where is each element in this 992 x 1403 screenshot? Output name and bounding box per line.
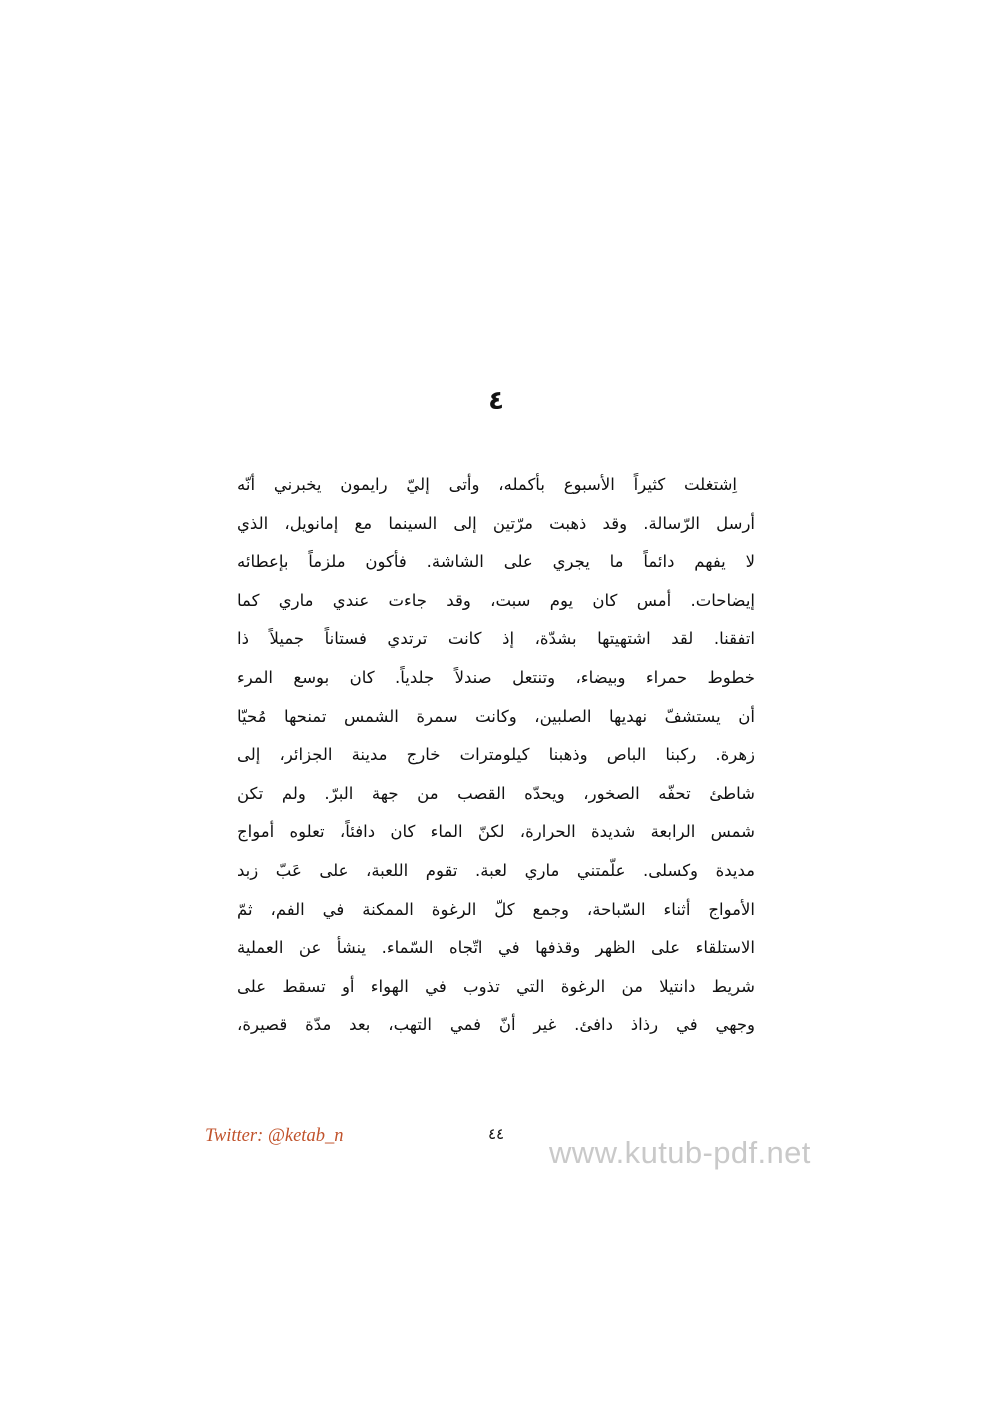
text-line: اتفقنا. لقد اشتهيتها بشدّة، إذ كانت ترتدي فستاناً جميلاً ذا — [237, 629, 755, 649]
page-number: ٤٤ — [487, 1125, 505, 1143]
text-line: اِشتغلت كثيراً الأسبوع بأكمله، وأتى إليّ رايمون يخبرني أنّه — [237, 475, 737, 494]
text-line: شاطئ تحفّه الصخور، ويحدّه القصب من جهة البرّ. ولم تكن — [237, 783, 755, 803]
text-line: أن يستشفّ نهديها الصلبين، وكانت سمرة الشمس تمنحها مُحيّا — [237, 706, 755, 726]
text-line: شريط دانتيلا من الرغوة التي تذوب في الهواء أو تسقط على — [237, 976, 755, 996]
twitter-credit-label: Twitter: @ketab_n — [205, 1126, 344, 1146]
body-text-block — [237, 466, 755, 1045]
text-line: الاستلقاء على الظهر وقذفها في اتّجاه السّماء. ينشأ عن العملية — [237, 938, 755, 958]
site-watermark: www.kutub-pdf.net — [549, 1135, 811, 1170]
text-line: لا يفهم دائماً ما يجري على الشاشة. فأكون ملزماً بإعطائه — [237, 552, 755, 572]
text-line: إيضاحات. أمس كان يوم سبت، وقد جاءت عندي ماري كما — [237, 590, 755, 610]
text-line: مديدة وكسلى. علّمتني ماري لعبة. تقوم اللعبة، على عَبّ زبد — [237, 860, 755, 880]
chapter-number-heading: ٤ — [488, 386, 504, 416]
text-line: وجهي في رذاذ دافئ. غير أنّ فمي التهب، بعد مدّة قصيرة، — [237, 1015, 755, 1035]
text-line: زهرة. ركبنا الباص وذهبنا كيلومترات خارج مدينة الجزائر، إلى — [237, 745, 755, 765]
text-line: الأمواج أثناء السّباحة، وجمع كلّ الرغوة الممكنة في الفم، ثمّ — [237, 899, 755, 919]
text-line: شمس الرابعة شديدة الحرارة، لكنّ الماء كان دافئاً، تعلوه أمواج — [237, 822, 755, 842]
text-line: أرسل الرّسالة. وقد ذهبت مرّتين إلى السينما مع إمانويل، الذي — [237, 513, 755, 533]
text-line: خطوط حمراء وبيضاء، وتنتعل صندلاً جلدياً. كان بوسع المرء — [237, 667, 755, 687]
page-footer — [0, 1118, 992, 1188]
